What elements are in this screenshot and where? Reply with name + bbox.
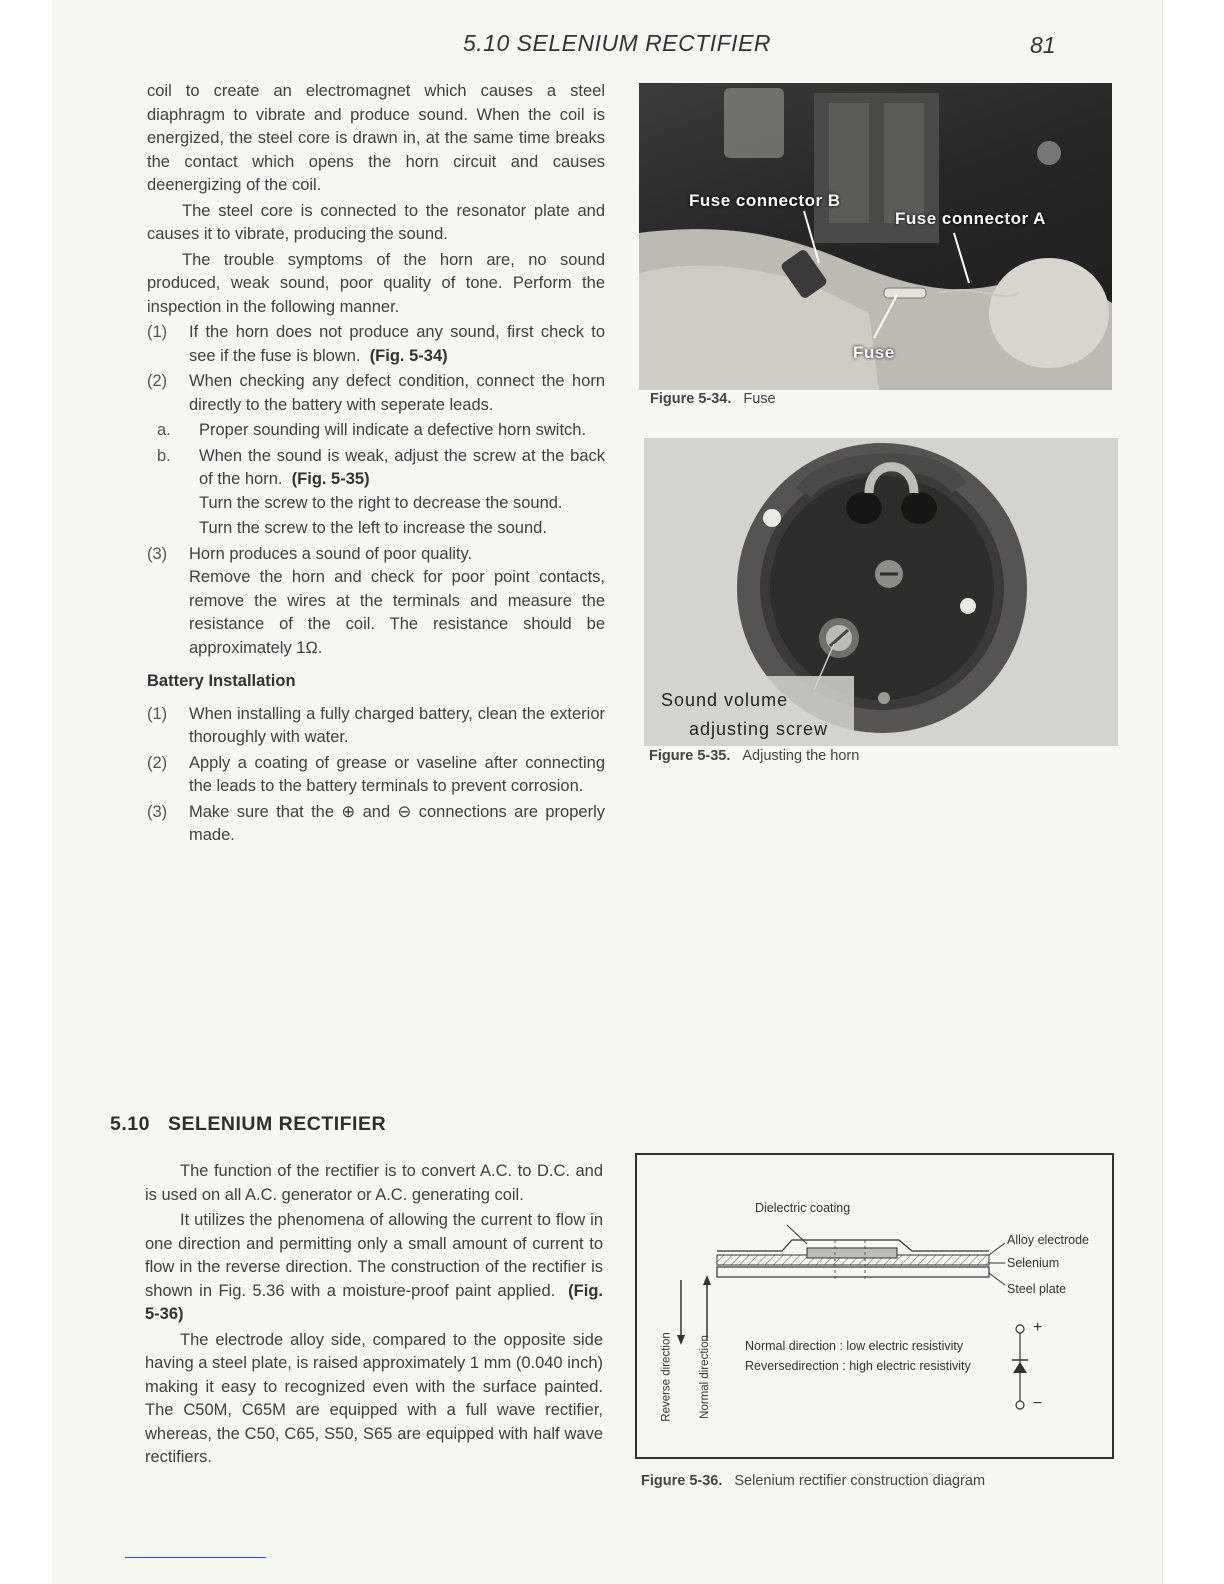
figure-5-36-caption [641,1473,985,1489]
item-text: Make sure that the ⊕ and ⊖ connections are properly made. [189,802,605,844]
figure-label: Figure 5-35. [649,748,731,764]
figure-reference: (Fig. 5-35) [291,470,370,488]
figure-caption: Fuse [743,391,776,407]
rectifier-text [145,1160,603,1470]
battery-heading: Battery Installation [147,672,296,690]
item-number: (3) [147,544,168,563]
item-text: Horn produces a sound of poor quality. [189,544,473,563]
running-header: 5.10 SELENIUM RECTIFIER [463,30,772,56]
item-number: (1) [147,323,168,341]
label-steel-plate: Steel plate [1007,1282,1067,1296]
horn-para-3: The trouble symptoms of the horn are, no sound produced, weak sound, poor quality of tone. Perform the inspection in the following manner. [147,250,605,316]
callout-sound-volume: Sound volume [661,690,789,710]
figure-reference: (Fig. 5-34) [369,346,448,365]
label-dielectric-coating: Dielectric coating [755,1201,851,1215]
item-number: (1) [147,704,168,723]
horn-section [147,80,605,848]
item-number: (2) [147,753,168,772]
label-normal-direction-desc: Normal direction : low electric resistivity [745,1339,964,1353]
sub-text: When the sound is weak, adjust the screw at the back of the horn. [199,446,605,488]
section-title: SELENIUM RECTIFIER [167,1113,387,1135]
item-text: Apply a coating of grease or vaseline after connecting the leads to the battery terminals to prevent corrosion. [189,753,605,795]
figure-caption: Selenium rectifier construction diagram [734,1473,986,1489]
sub-letter: a. [157,421,171,439]
section-heading [110,1113,386,1136]
horn-item-3 [147,543,605,661]
figure-reference: (Fig. 5-36) [145,1281,603,1323]
horn-item-2 [147,370,605,417]
figure-5-35-photo [644,438,1118,746]
footnote-rule [125,1557,266,1558]
callout-fuse-connector-b: Fuse connector B [689,191,841,210]
label-selenium: Selenium [1007,1256,1060,1270]
callout-fuse-connector-a: Fuse connector A [895,209,1046,228]
horn-para-1: coil to create an electromagnet which causes a steel diaphragm to vibrate and produce sound. When the coil is energized, the steel core is drawn in, at the same time breaks the contact which opens the horn circuit and causes deenergizing of the coil. [147,82,605,194]
horn-para-2: The steel core is connected to the resonator plate and causes it to vibrate, producing the sound. [147,201,605,243]
sub-letter: b. [157,446,171,465]
horn-item-1 [147,321,605,368]
item-text: When checking any defect condition, connect the horn directly to the battery with seperate leads. [189,372,605,414]
item-text: If the horn does not produce any sound, first check to see if the fuse is blown. [189,323,605,365]
horn-sub-b-line2: Turn the screw to the right to decrease the sound. [199,493,563,512]
label-alloy-electrode: Alloy electrode [1007,1233,1089,1247]
figure-5-35-caption [649,748,859,764]
battery-item-2 [147,752,605,799]
rectifier-para-2-text: It utilizes the phenomena of allowing the current to flow in one direction and permitting only a small amount of current to flow in the reverse direction. The construction of the rectifier is shown in Fig. 5.36 with a moisture-proof paint applied. [145,1211,603,1300]
item-number: (3) [147,802,168,821]
battery-item-1 [147,703,605,750]
callout-fuse: Fuse [853,343,895,362]
sub-text: Proper sounding will indicate a defective horn switch. [199,421,587,439]
page-number: 81 [1030,32,1056,58]
rectifier-para-2 [145,1209,603,1327]
item-number: (2) [147,372,168,390]
figure-5-34-photo [639,83,1112,390]
label-normal-direction: Normal direction [698,1335,711,1419]
figure-label: Figure 5-34. [650,391,732,407]
battery-item-3 [147,801,605,848]
label-plus: + [1033,1319,1043,1336]
item-text: When installing a fully charged battery, clean the exterior thoroughly with water. [189,704,605,746]
horn-sub-a [147,419,605,443]
figure-5-36-diagram [635,1153,1114,1459]
horn-sub-b-line3: Turn the screw to the left to increase the sound. [199,519,547,537]
item-detail: Remove the horn and check for poor point contacts, remove the wires at the terminals and measure the resistance of the coil. The resistance should be approximately 1Ω. [189,568,605,657]
label-reverse-direction: Reverse direction [660,1332,673,1422]
rectifier-para-1: The function of the rectifier is to convert A.C. to D.C. and is used on all A.C. generator or A.C. generating coil. [145,1162,603,1204]
label-reverse-direction-desc: Reversedirection : high electric resistivity [745,1359,971,1373]
horn-sub-b [147,445,605,492]
label-minus: − [1033,1395,1043,1412]
figure-label: Figure 5-36. [641,1473,723,1489]
callout-adjusting-screw: adjusting screw [689,719,829,739]
figure-5-34-caption [650,391,776,407]
rectifier-para-3: The electrode alloy side, compared to the opposite side having a steel plate, is raised approximately 1 mm (0.040 inch) making it easy to recognized even with the surface painted. The C50M, C65M are equipped with a full wave rectifier, whereas, the C50, C65, S50, S65 are equipped with half wave rectifiers. [145,1330,603,1466]
figure-caption: Adjusting the horn [742,748,860,764]
section-number: 5.10 [110,1113,150,1135]
